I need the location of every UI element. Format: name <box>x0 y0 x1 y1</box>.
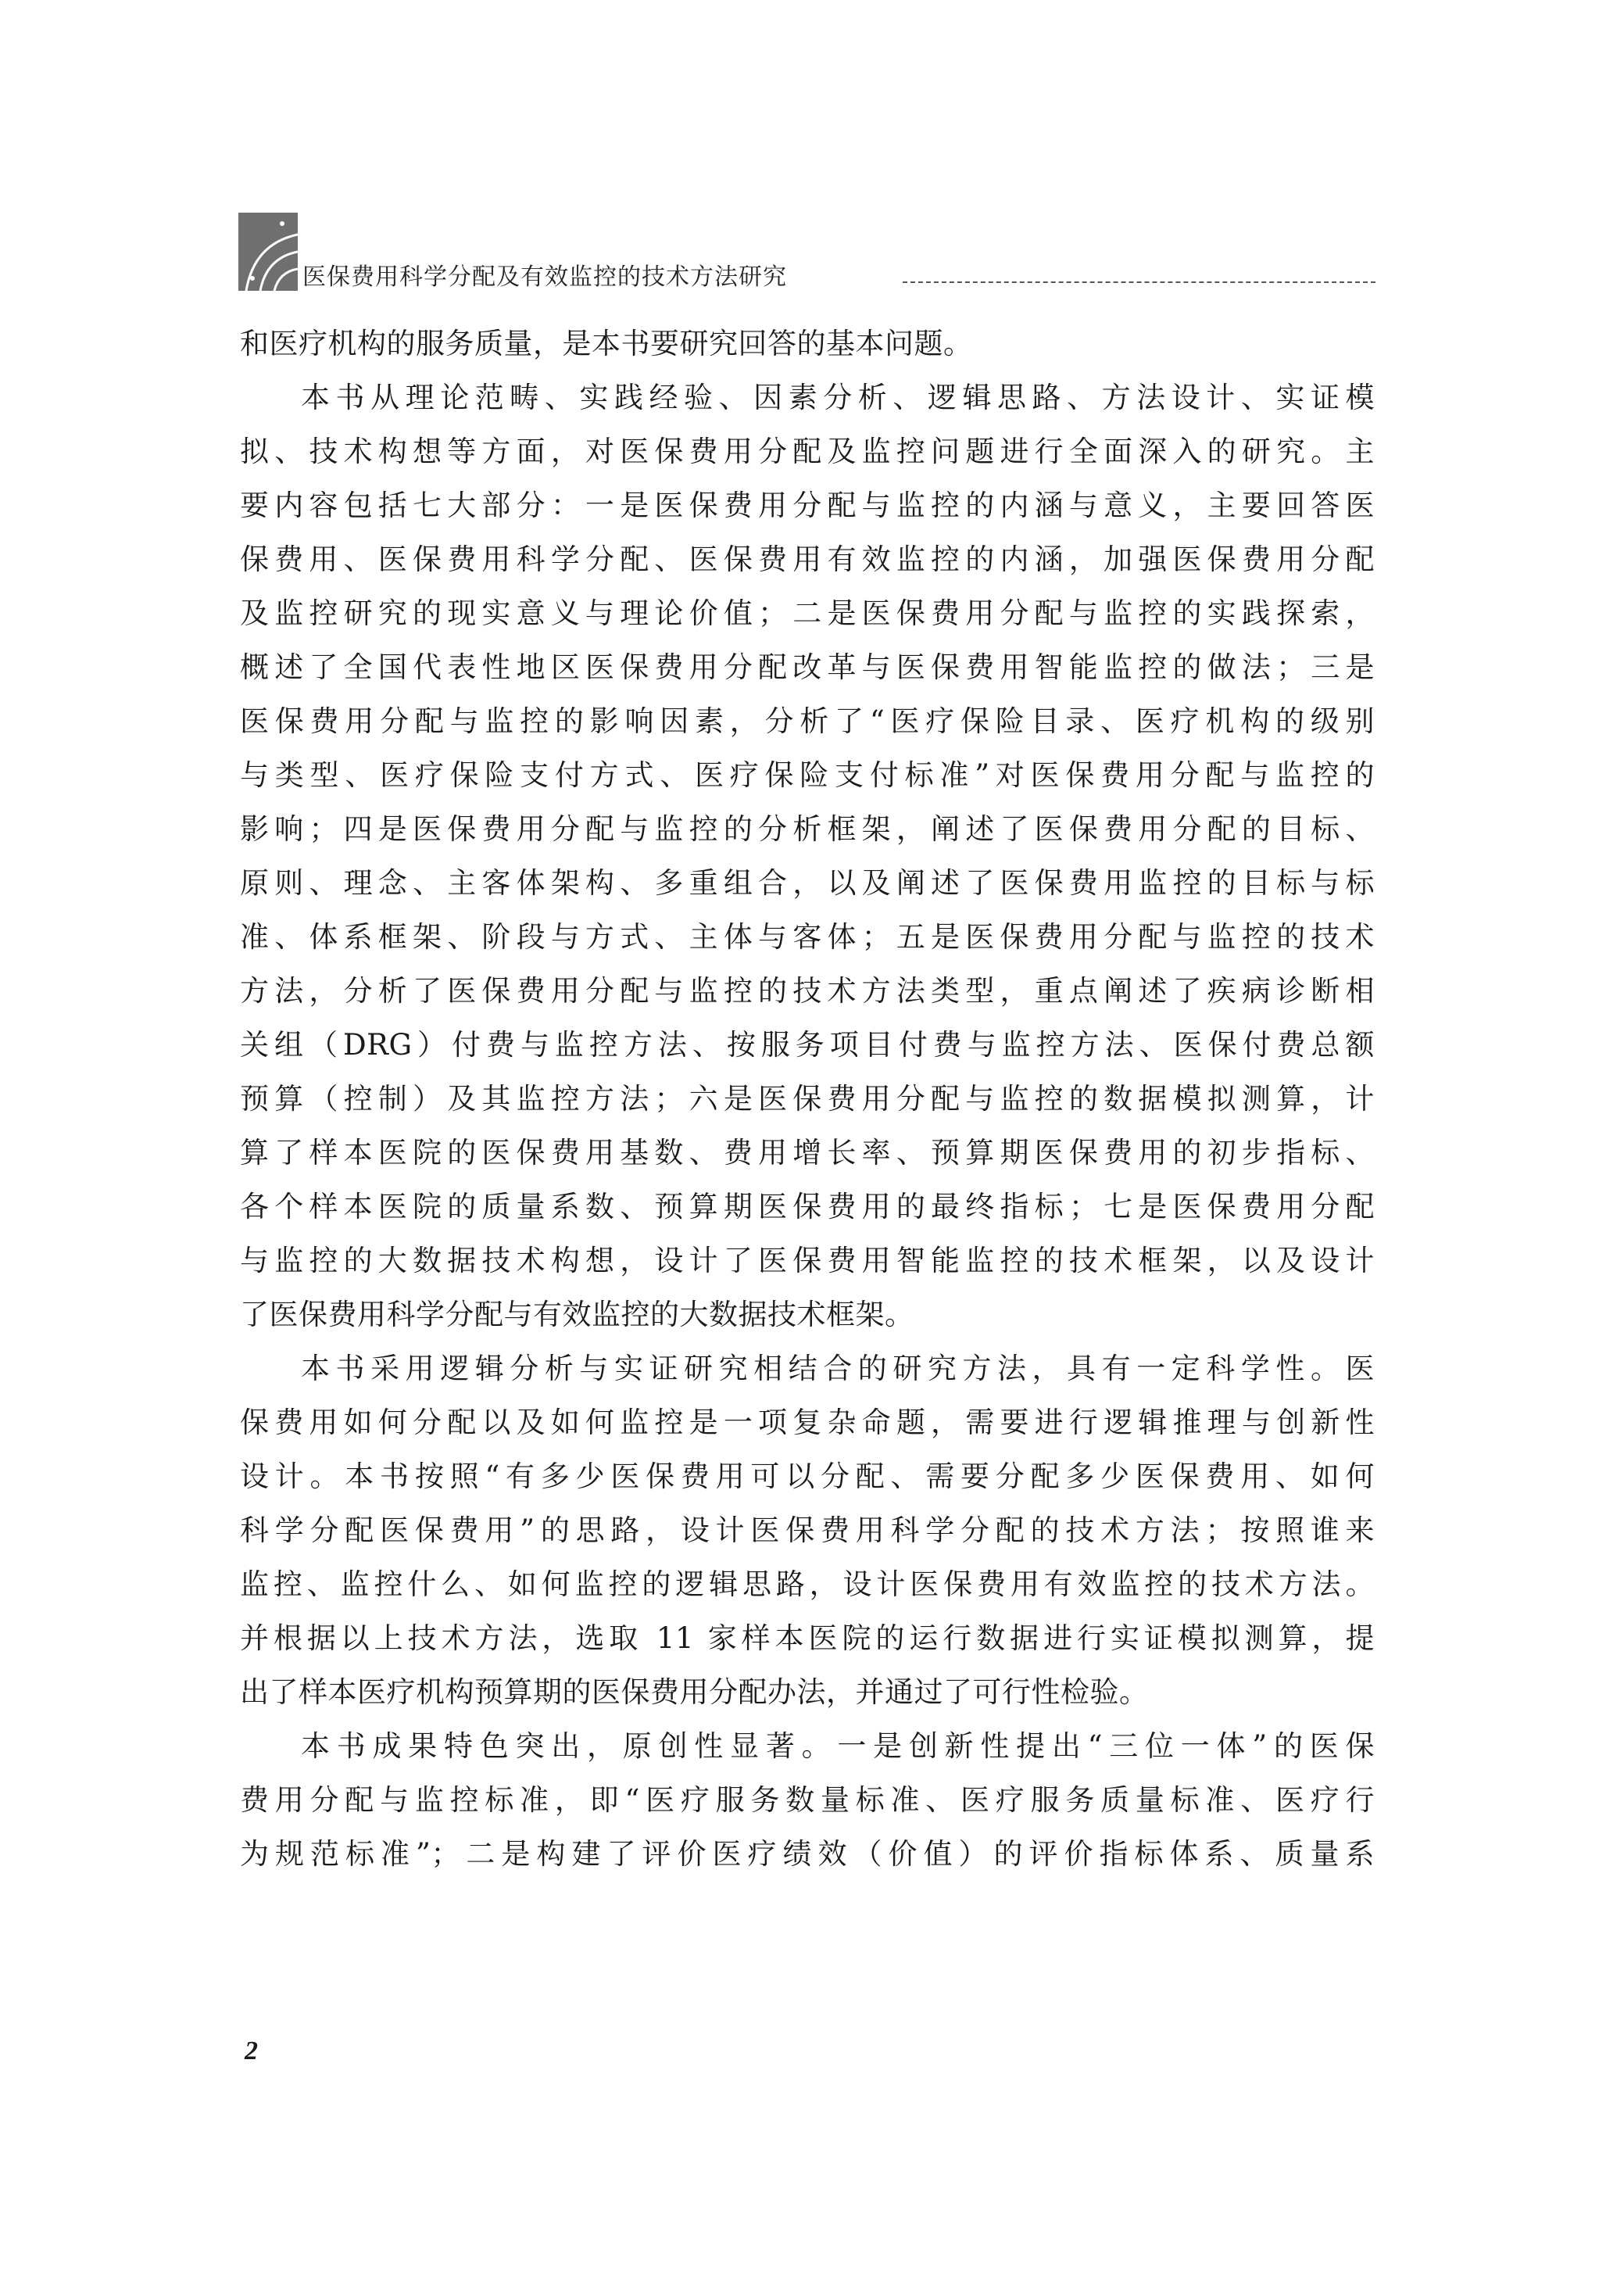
text-line: 准、体系框架、阶段与方式、主体与客体；五是医保费用分配与监控的技术 <box>240 920 1375 954</box>
text-line: 保费用、医保费用科学分配、医保费用有效监控的内涵，加强医保费用分配 <box>240 543 1375 576</box>
text-line: 概述了全国代表性地区医保费用分配改革与医保费用智能监控的做法；三是 <box>240 650 1375 684</box>
body-text <box>240 317 1375 1881</box>
text-line: 保费用如何分配以及如何监控是一项复杂命题，需要进行逻辑推理与创新性 <box>240 1406 1375 1439</box>
text-line: 了医保费用科学分配与有效监控的大数据技术框架。 <box>240 1298 914 1331</box>
running-header <box>238 213 1375 292</box>
paragraph <box>240 317 1375 371</box>
text-line: 费用分配与监控标准，即“医疗服务数量标准、医疗服务质量标准、医疗行 <box>240 1783 1375 1817</box>
text-line: 和医疗机构的服务质量，是本书要研究回答的基本问题。 <box>240 327 973 360</box>
page-number: 2 <box>245 2036 258 2065</box>
text-line: 与类型、医疗保险支付方式、医疗保险支付标准”对医保费用分配与监控的 <box>240 758 1375 792</box>
text-line: 医保费用分配与监控的影响因素，分析了“医疗保险目录、医疗机构的级别 <box>240 704 1375 738</box>
running-header-title: 医保费用科学分配及有效监控的技术方法研究 <box>302 263 787 291</box>
text-line: 与监控的大数据技术构想，设计了医保费用智能监控的技术框架，以及设计 <box>240 1244 1375 1277</box>
text-line: 监控、监控什么、如何监控的逻辑思路，设计医保费用有效监控的技术方法。 <box>240 1567 1375 1601</box>
header-dotted-rule <box>903 281 1375 283</box>
book-series-logo-icon <box>238 213 298 291</box>
paragraph <box>240 1341 1375 1719</box>
text-line: 本书从理论范畴、实践经验、因素分析、逻辑思路、方法设计、实证模 <box>301 381 1375 414</box>
text-line: 科学分配医保费用”的思路，设计医保费用科学分配的技术方法；按照谁来 <box>240 1513 1375 1547</box>
text-line: 为规范标准”；二是构建了评价医疗绩效（价值）的评价指标体系、质量系 <box>240 1837 1375 1871</box>
text-line: 并根据以上技术方法，选取 11 家样本医院的运行数据进行实证模拟测算，提 <box>240 1621 1375 1655</box>
text-line: 算了样本医院的医保费用基数、费用增长率、预算期医保费用的初步指标、 <box>240 1136 1375 1170</box>
text-line: 拟、技术构想等方面，对医保费用分配及监控问题进行全面深入的研究。主 <box>240 435 1375 468</box>
text-line: 影响；四是医保费用分配与监控的分析框架，阐述了医保费用分配的目标、 <box>240 812 1375 846</box>
text-line: 方法，分析了医保费用分配与监控的技术方法类型，重点阐述了疾病诊断相 <box>240 974 1375 1008</box>
text-line: 及监控研究的现实意义与理论价值；二是医保费用分配与监控的实践探索， <box>240 596 1375 630</box>
text-line: 要内容包括七大部分：一是医保费用分配与监控的内涵与意义，主要回答医 <box>240 489 1375 522</box>
text-line: 设计。本书按照“有多少医保费用可以分配、需要分配多少医保费用、如何 <box>240 1460 1375 1493</box>
text-line: 各个样本医院的质量系数、预算期医保费用的最终指标；七是医保费用分配 <box>240 1190 1375 1223</box>
text-line: 关组（DRG）付费与监控方法、按服务项目付费与监控方法、医保付费总额 <box>240 1028 1375 1062</box>
paragraph <box>240 371 1375 1341</box>
text-line: 出了样本医疗机构预算期的医保费用分配办法，并通过了可行性检验。 <box>240 1675 1149 1709</box>
paragraph <box>240 1719 1375 1881</box>
text-line: 本书成果特色突出，原创性显著。一是创新性提出“三位一体”的医保 <box>301 1729 1375 1763</box>
text-line: 本书采用逻辑分析与实证研究相结合的研究方法，具有一定科学性。医 <box>301 1352 1375 1385</box>
text-line: 预算（控制）及其监控方法；六是医保费用分配与监控的数据模拟测算，计 <box>240 1082 1375 1116</box>
text-line: 原则、理念、主客体架构、多重组合，以及阐述了医保费用监控的目标与标 <box>240 866 1375 900</box>
